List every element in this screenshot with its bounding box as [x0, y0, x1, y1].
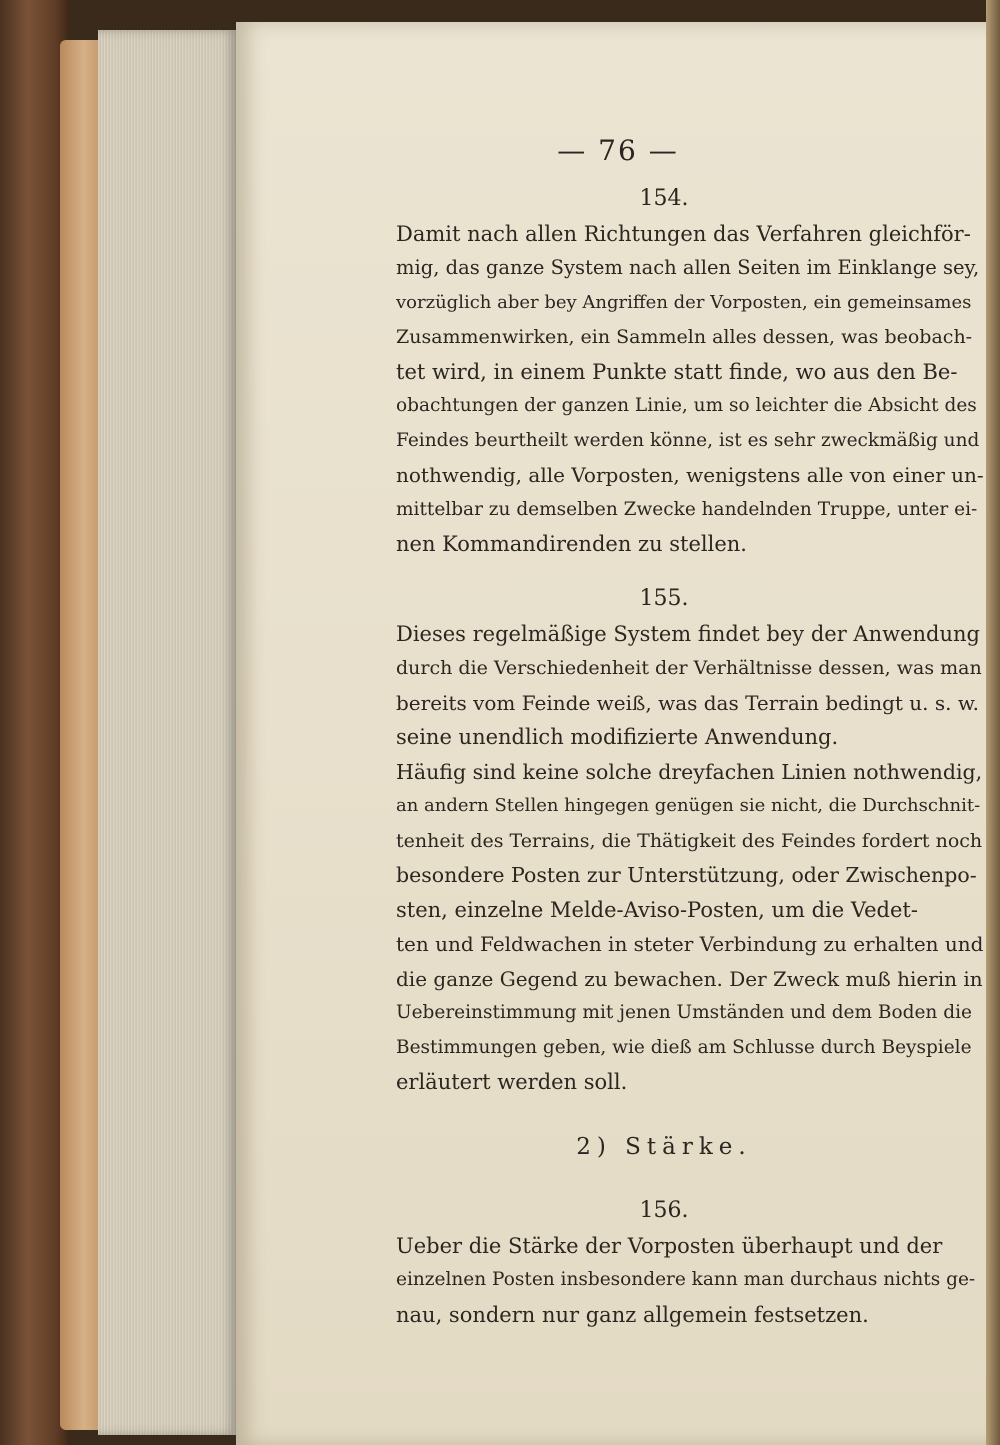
text-line: erläutert werden soll. — [396, 1070, 628, 1094]
text-line: tenheit des Terrains, die Thätigkeit des Feindes fordert noch — [396, 829, 983, 852]
text-line: Häufig sind keine solche dreyfachen Linien nothwendig, — [396, 759, 983, 784]
book-page — [236, 22, 1000, 1445]
text-line: Zusammenwirken, ein Sammeln alles dessen, was beobach- — [396, 326, 973, 348]
section-heading: 2) Stärke. — [576, 1134, 752, 1160]
text-line: tet wird, in einem Punkte statt finde, wo aus den Be- — [396, 359, 958, 384]
text-line: bereits vom Feinde weiß, was das Terrain bedingt u. s. w. — [396, 690, 979, 715]
text-line: nen Kommandirenden zu stellen. — [396, 532, 747, 556]
text-line: die ganze Gegend zu bewachen. Der Zweck muß hierin in — [396, 966, 983, 991]
text-line: Bestimmungen geben, wie dieß am Schlusse durch Beyspiele — [396, 1036, 972, 1058]
text-line: sten, einzelne Melde-Aviso-Posten, um die Vedet- — [396, 897, 918, 922]
section-155 — [344, 582, 984, 1100]
text-line: seine unendlich modifizierte Anwendung. — [396, 725, 839, 749]
text-line: mig, das ganze System nach allen Seiten im Einklange sey, — [396, 256, 980, 279]
text-line: vorzüglich aber bey Angriffen der Vorposten, ein gemeinsames — [396, 291, 972, 313]
text-line: obachtungen der ganzen Linie, um so leichter die Absicht des — [396, 395, 977, 416]
text-line: Uebereinstimmung mit jenen Umständen und dem Boden die — [396, 1002, 972, 1023]
text-line: nothwendig, alle Vorposten, wenigstens alle von einer un- — [396, 463, 984, 487]
text-line: besondere Posten zur Unterstützung, oder Zwischenpo- — [396, 863, 977, 887]
text-line: Ueber die Stärke der Vorposten überhaupt und der — [396, 1233, 943, 1258]
section-number: 156. — [639, 1198, 689, 1223]
text-line: nau, sondern nur ganz allgemein festsetzen. — [396, 1302, 869, 1327]
text-line: ten und Feldwachen in steter Verbindung zu erhalten und — [396, 932, 984, 956]
page-number: — 76 — — [557, 134, 679, 167]
text-line: durch die Verschiedenheit der Verhältnisse dessen, was man — [396, 657, 982, 679]
page-right-edge — [986, 0, 1000, 1445]
text-line: einzelnen Posten insbesondere kann man durchaus nichts ge- — [396, 1269, 976, 1290]
section-number: 155. — [639, 586, 689, 611]
section-154 — [344, 182, 984, 562]
text-line: mittelbar zu demselben Zwecke handelnden Truppe, unter ei- — [396, 498, 978, 520]
text-line: Damit nach allen Richtungen das Verfahren gleichför- — [396, 221, 971, 246]
cover-edge — [60, 40, 100, 1430]
text-line: Feindes beurtheilt werden könne, ist es sehr zweckmäßig und — [396, 429, 980, 451]
section-156 — [344, 1194, 984, 1332]
text-line: an andern Stellen hingegen genügen sie nicht, die Durchschnit- — [396, 795, 981, 816]
page-stack-edges — [98, 30, 238, 1435]
text-line: Dieses regelmäßige System findet bey der Anwendung — [396, 621, 980, 646]
section-number: 154. — [639, 186, 689, 211]
